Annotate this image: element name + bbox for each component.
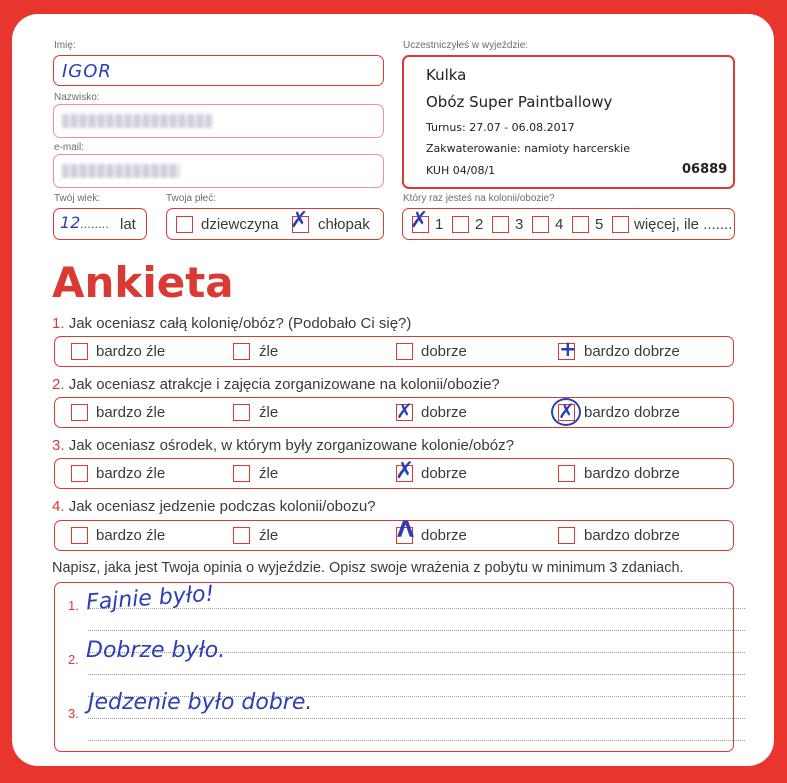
name-value: IGOR [62, 61, 112, 82]
question-3 [52, 437, 514, 454]
opinion-1-text: Fajnie było! [85, 581, 216, 616]
q1-opt-4-label: bardzo dobrze [584, 343, 680, 360]
q1-opt-4-checkmark: + [559, 337, 577, 361]
survey-title: Ankieta [52, 258, 234, 307]
times-4-checkbox[interactable] [532, 216, 549, 233]
q3-opt-4-checkbox[interactable] [558, 465, 575, 482]
q3-opt-2-checkbox[interactable] [233, 465, 250, 482]
q1-opt-1-label: bardzo źle [96, 343, 166, 360]
q2-opt-2-label: źle [259, 404, 279, 421]
opinion-line-2 [88, 630, 745, 631]
camp-code: KUH 04/08/1 [426, 164, 496, 177]
times-5-label: 5 [595, 216, 604, 233]
times-4-label: 4 [555, 216, 564, 233]
times-1-label: 1 [435, 216, 444, 233]
q4-opt-3-label: dobrze [421, 527, 467, 544]
times-1-checkmark: ✗ [410, 208, 429, 233]
q3-opt-1-checkbox[interactable] [71, 465, 88, 482]
opinion-1-number: 1. [68, 598, 79, 613]
question-2-text: Jak oceniasz atrakcje i zajęcia zorganizowane na kolonii/obozie? [68, 376, 500, 393]
q2-opt-3-label: dobrze [421, 404, 467, 421]
q1-opt-1-checkbox[interactable] [71, 343, 88, 360]
question-2 [52, 376, 500, 393]
q4-opt-1-checkbox[interactable] [71, 527, 88, 544]
q4-opt-2-label: źle [259, 527, 279, 544]
q4-opt-4-label: bardzo dobrze [584, 527, 680, 544]
age-label: Twój wiek: [54, 193, 101, 204]
surname-redacted [62, 114, 212, 128]
age-unit: lat [120, 216, 136, 233]
question-4-number: 4. [52, 498, 65, 515]
question-1-text: Jak oceniasz całą kolonię/obóz? (Podobało Ci się?) [68, 315, 412, 332]
q1-opt-2-label: źle [259, 343, 279, 360]
gender-female-label: dziewczyna [201, 216, 279, 233]
times-3-checkbox[interactable] [492, 216, 509, 233]
q1-opt-2-checkbox[interactable] [233, 343, 250, 360]
question-4 [52, 498, 376, 515]
question-4-text: Jak oceniasz jedzenie podczas kolonii/obozu? [68, 498, 376, 515]
question-1-number: 1. [52, 315, 65, 332]
email-redacted [62, 164, 180, 178]
camp-turnus: Turnus: 27.07 - 06.08.2017 [426, 121, 575, 134]
times-5-checkbox[interactable] [572, 216, 589, 233]
times-label: Który raz jesteś na kolonii/obozie? [403, 193, 555, 204]
q4-opt-4-checkbox[interactable] [558, 527, 575, 544]
opinion-line-7 [88, 740, 745, 741]
q2-opt-3-checkmark: ✗ [396, 399, 413, 423]
times-2-checkbox[interactable] [452, 216, 469, 233]
q2-opt-1-checkbox[interactable] [71, 404, 88, 421]
age-value: 12 [60, 213, 81, 232]
q3-opt-2-label: źle [259, 465, 279, 482]
opinion-prompt: Napisz, jaka jest Twoja opinia o wyjeździe. Opisz swoje wrażenia z pobytu w minimum 3 zdaniach. [52, 560, 684, 576]
q3-opt-3-checkmark: ✗ [395, 458, 415, 484]
name-label: Imię: [54, 40, 76, 51]
age-dots: ........ [80, 216, 109, 231]
times-2-label: 2 [475, 216, 484, 233]
camp-number: 06889 [682, 162, 728, 177]
opinion-2-text: Dobrze było. [86, 638, 226, 663]
camp-program: Obóz Super Paintballowy [426, 93, 613, 111]
gender-male-label: chłopak [318, 216, 370, 233]
camp-name: Kulka [426, 66, 467, 84]
times-3-label: 3 [515, 216, 524, 233]
question-2-number: 2. [52, 376, 65, 393]
question-3-number: 3. [52, 437, 65, 454]
camp-accommodation: Zakwaterowanie: namioty harcerskie [426, 142, 630, 155]
q3-opt-1-label: bardzo źle [96, 465, 166, 482]
gender-label: Twoja płeć: [166, 193, 217, 204]
opinion-line-4 [88, 674, 745, 675]
q2-opt-4-label: bardzo dobrze [584, 404, 680, 421]
times-more-checkbox[interactable] [612, 216, 629, 233]
email-label: e-mail: [54, 142, 85, 153]
q2-opt-2-checkbox[interactable] [233, 404, 250, 421]
opinion-3-text: Jedzenie było dobre. [88, 690, 313, 715]
opinion-line-6 [88, 718, 745, 719]
opinion-2-number: 2. [68, 652, 79, 667]
camp-label: Uczestniczyłeś w wyjeździe: [403, 40, 529, 51]
surname-label: Nazwisko: [54, 92, 100, 103]
q3-opt-4-label: bardzo dobrze [584, 465, 680, 482]
q1-opt-3-label: dobrze [421, 343, 467, 360]
question-3-text: Jak oceniasz ośrodek, w którym były zorganizowane kolonie/obóz? [68, 437, 514, 454]
times-more-label: więcej, ile ....... [634, 216, 733, 233]
q2-opt-4-checkmark: ✗ [558, 399, 575, 423]
q4-opt-2-checkbox[interactable] [233, 527, 250, 544]
q4-opt-3-checkmark: Λ [397, 518, 415, 543]
question-1 [52, 315, 411, 332]
q4-opt-1-label: bardzo źle [96, 527, 166, 544]
q3-opt-3-label: dobrze [421, 465, 467, 482]
q2-opt-1-label: bardzo źle [96, 404, 166, 421]
q1-opt-3-checkbox[interactable] [396, 343, 413, 360]
opinion-3-number: 3. [68, 706, 79, 721]
gender-female-checkbox[interactable] [176, 216, 193, 233]
gender-male-checkmark: ✗ [290, 208, 309, 233]
